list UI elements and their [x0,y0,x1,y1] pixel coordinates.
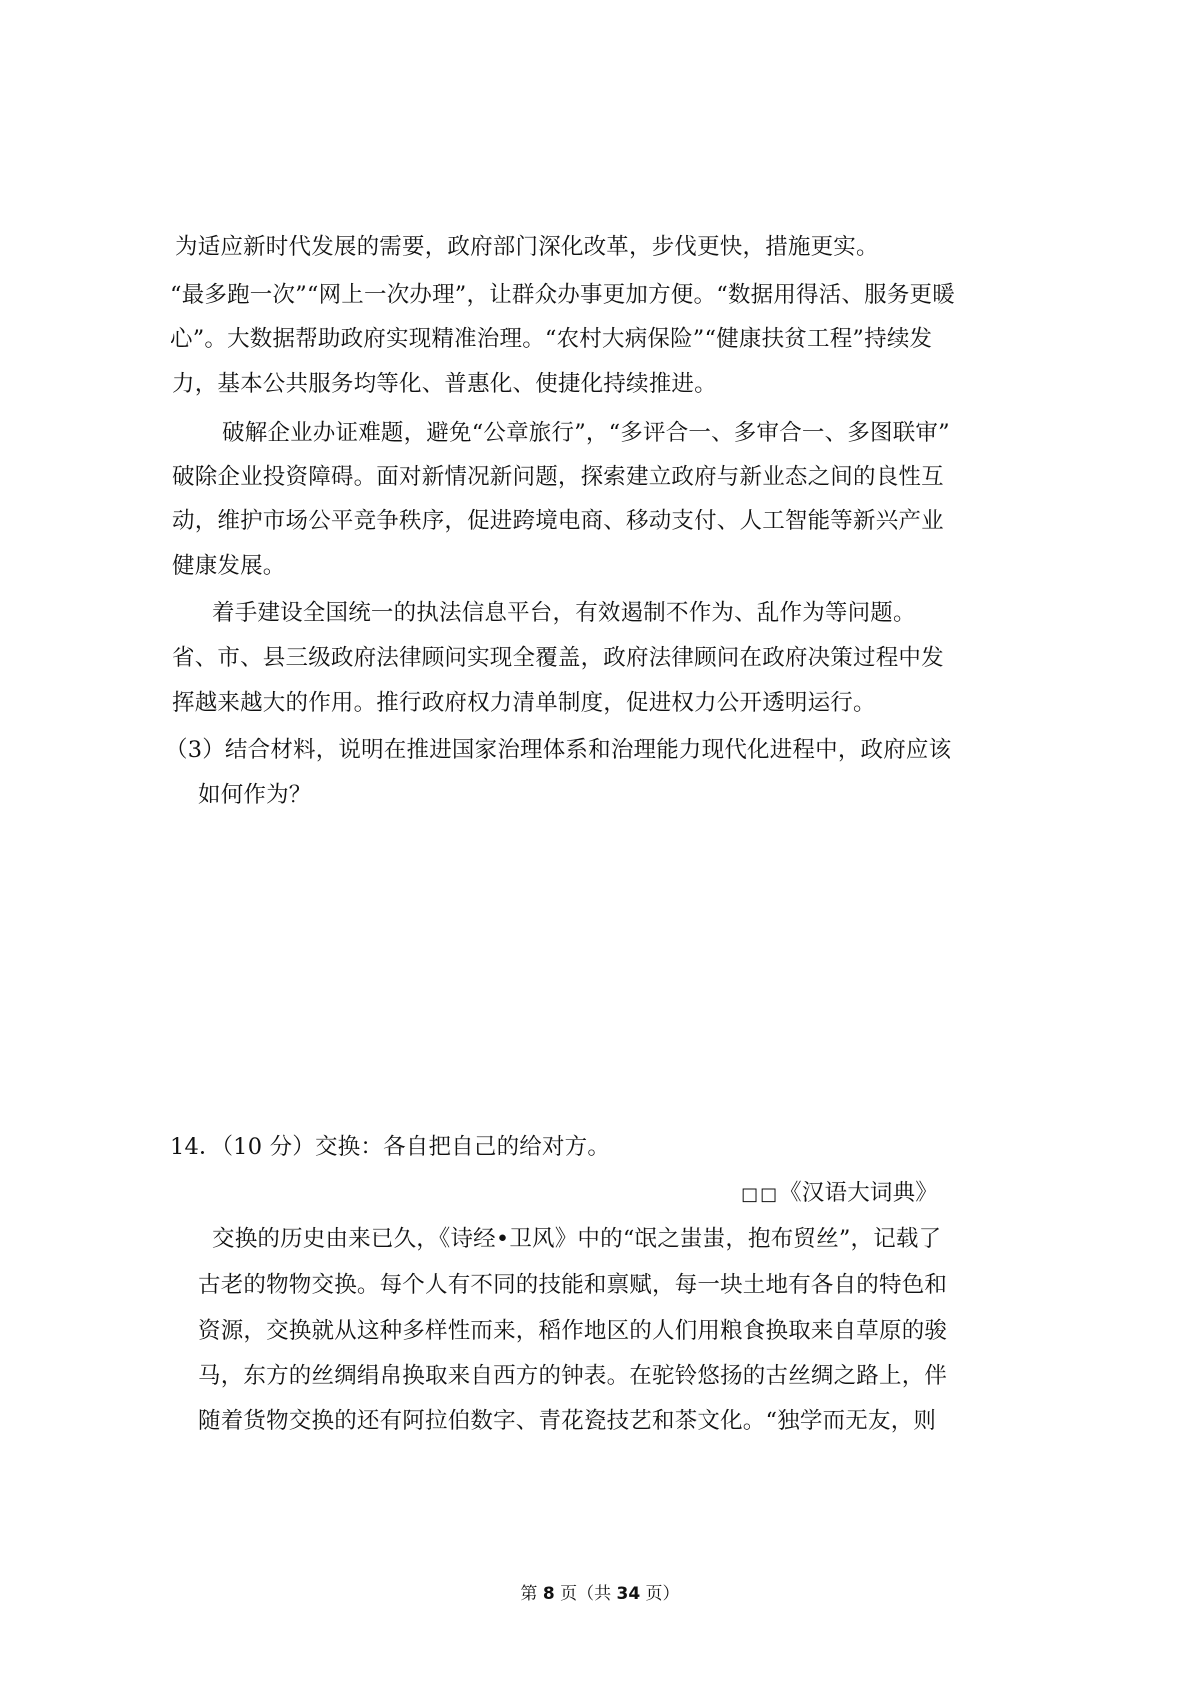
citation [741,1178,938,1210]
question-3-line: 如何作为？ [198,782,312,808]
material-line: 动，维护市场公平竞争秩序，促进跨境电商、移动支付、人工智能等新兴产业 [172,508,944,534]
material-line: 为适应新时代发展的需要，政府部门深化改革，步伐更快，措施更实。 [175,234,879,260]
material-line: 力，基本公共服务均等化、普惠化、使捷化持续推进。 [172,371,717,397]
material-line: 心”。大数据帮助政府实现精准治理。“农村大病保险”“健康扶贫工程”持续发 [170,326,933,352]
material-line: 破除企业投资障碍。面对新情况新问题，探索建立政府与新业态之间的良性互 [172,464,944,490]
material-line: 省、市、县三级政府法律顾问实现全覆盖，政府法律顾问在政府决策过程中发 [172,645,944,671]
citation-marks: □□ [741,1184,780,1205]
passage-line: 交换的历史由来已久，《诗经•卫风》中的“氓之蚩蚩，抱布贸丝”，记载了 [212,1226,942,1252]
citation-source: 《汉语大词典》 [779,1180,938,1206]
question-3-line: （3）结合材料，说明在推进国家治理体系和治理能力现代化进程中，政府应该 [165,737,952,763]
material-line: 挥越来越大的作用。推行政府权力清单制度，促进权力公开透明运行。 [172,690,876,716]
footer-suffix: 页） [640,1584,680,1604]
material-line: 健康发展。 [172,553,286,579]
passage-line: 马，东方的丝绸绢帛换取来自西方的钟表。在驼铃悠扬的古丝绸之路上，伴 [198,1363,948,1389]
material-line: 着手建设全国统一的执法信息平台，有效遏制不作为、乱作为等问题。 [212,600,916,626]
passage-line: 资源，交换就从这种多样性而来，稻作地区的人们用粮食换取来自草原的骏 [198,1318,948,1344]
passage-line: 古老的物物交换。每个人有不同的技能和禀赋，每一块土地有各自的特色和 [198,1272,948,1298]
page-footer [0,1583,1200,1605]
footer-middle: 页（共 [554,1584,617,1604]
material-line: “最多跑一次”“网上一次办理”，让群众办事更加方便。“数据用得活、服务更暖 [170,282,955,308]
passage-line: 随着货物交换的还有阿拉伯数字、青花瓷技艺和茶文化。“独学而无友，则 [198,1408,937,1434]
footer-total-pages: 34 [616,1584,641,1604]
material-line: 破解企业办证难题，避免“公章旅行”，“多评合一、多审合一、多图联审” [222,420,950,446]
footer-page-number: 8 [542,1584,555,1604]
footer-prefix: 第 [520,1584,543,1604]
question-14-header: 14．（10 分）交换：各自把自己的给对方。 [170,1134,611,1160]
